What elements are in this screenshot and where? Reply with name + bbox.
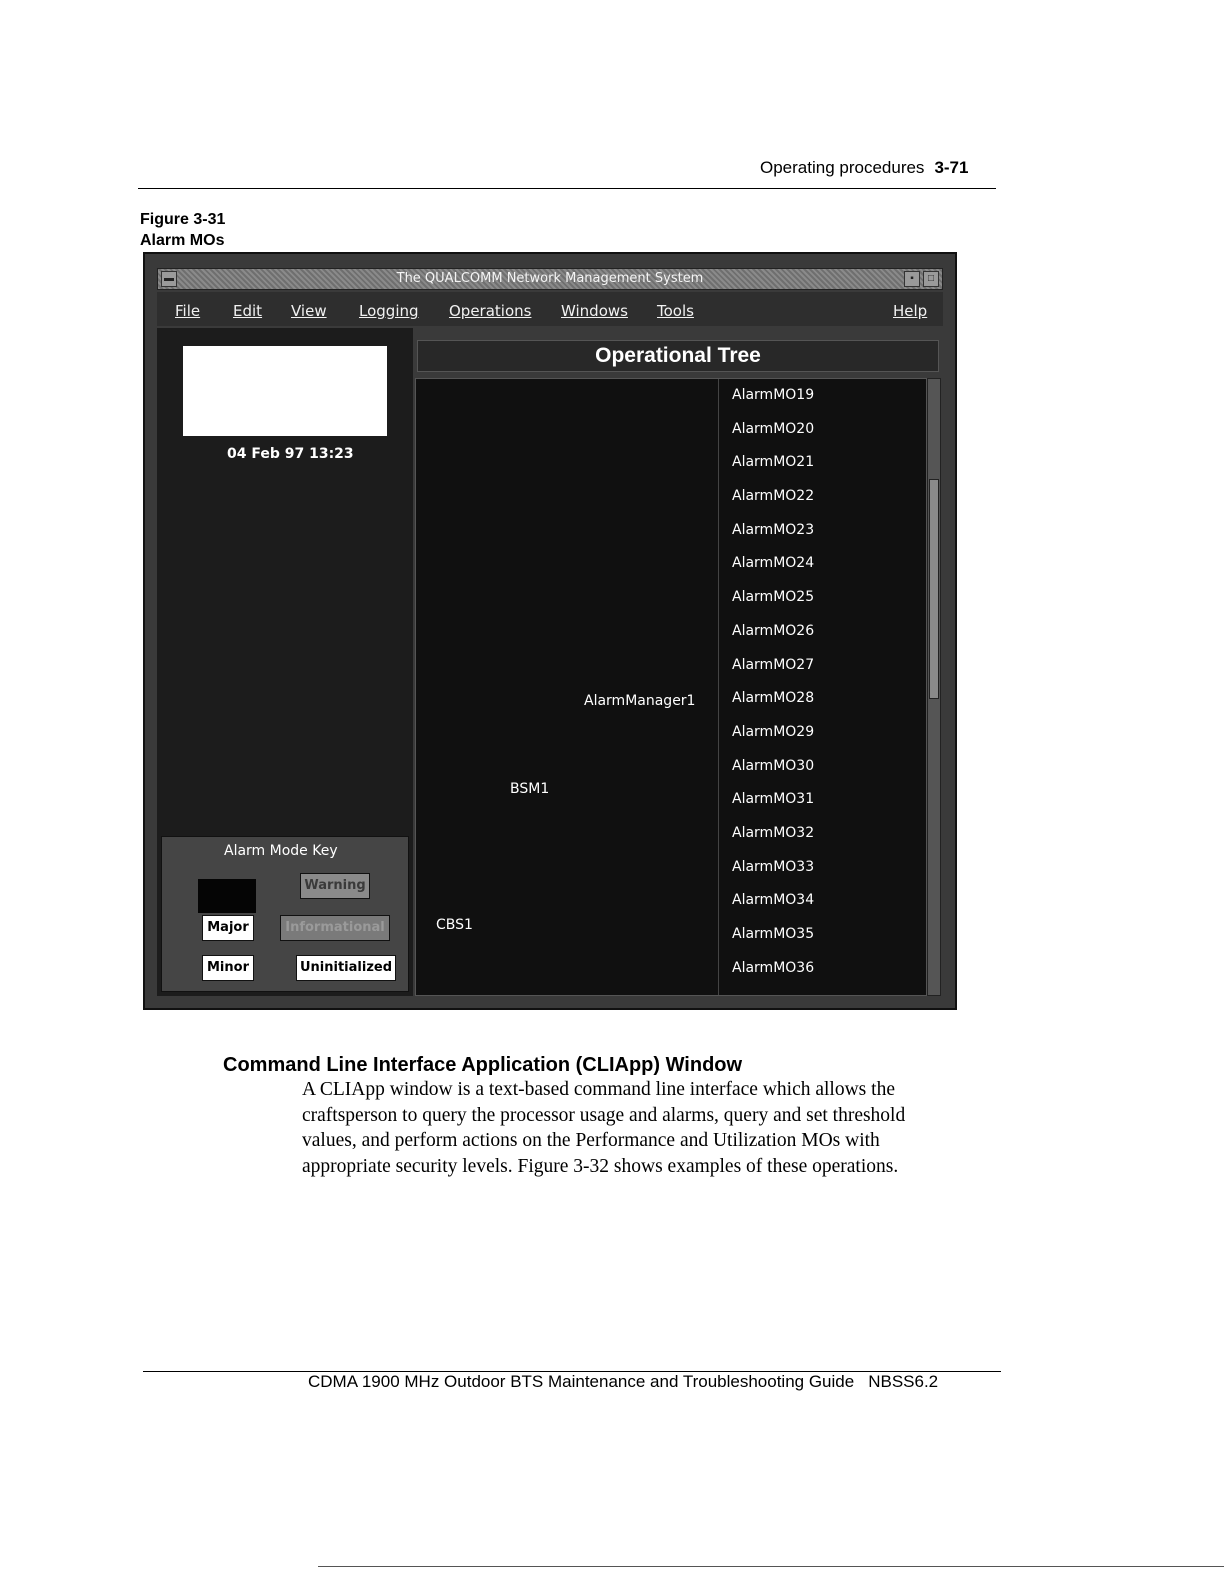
header-rule (138, 188, 996, 189)
alarm-mo-item[interactable]: AlarmMO24 (732, 555, 815, 572)
section-heading: Command Line Interface Application (CLIApp) Window (223, 1054, 743, 1076)
footer-version: NBSS6.2 (868, 1372, 939, 1391)
timestamp: 04 Feb 97 13:23 (227, 446, 354, 462)
tree-node-cbs[interactable]: CBS1 (436, 917, 473, 933)
minimize-icon[interactable]: ▪ (904, 271, 920, 287)
window-menu-icon[interactable]: ▬ (161, 271, 177, 287)
alarm-mo-item[interactable]: AlarmMO19 (732, 387, 815, 403)
minor-key: Minor (202, 955, 254, 981)
scroll-thumb[interactable] (929, 479, 939, 699)
alarm-mo-item[interactable]: AlarmMO21 (732, 454, 815, 471)
tree-header (417, 340, 939, 372)
menu-file[interactable]: File (175, 302, 201, 320)
operational-tree (415, 378, 927, 996)
alarm-mo-item[interactable]: AlarmMO33 (732, 858, 815, 875)
alarm-mo-item[interactable]: AlarmMO36 (732, 959, 815, 976)
alarm-mo-item[interactable]: AlarmMO34 (732, 892, 815, 909)
tree-scrollbar[interactable] (927, 378, 941, 996)
alarm-mo-item[interactable]: AlarmMO30 (732, 757, 815, 774)
tree-title: Operational Tree (595, 344, 761, 367)
status-panel (157, 328, 413, 996)
footer-title: CDMA 1900 MHz Outdoor BTS Maintenance and Troubleshooting Guide (308, 1372, 855, 1391)
page-bottom-rule (318, 1566, 1224, 1567)
alarm-mo-item[interactable]: AlarmMO22 (732, 488, 815, 505)
warning-key: Warning (300, 873, 370, 899)
window-titlebar[interactable] (157, 268, 943, 290)
menu-help[interactable]: Help (893, 302, 928, 320)
critical-swatch (198, 879, 256, 913)
major-key: Major (202, 915, 254, 941)
window-title: The QUALCOMM Network Management System (396, 271, 704, 286)
menu-windows[interactable]: Windows (561, 302, 628, 320)
uninitialized-key: Uninitialized (296, 955, 396, 981)
menu-tools[interactable]: Tools (657, 302, 694, 320)
maximize-icon[interactable]: □ (923, 271, 939, 287)
footer (308, 1372, 938, 1392)
alarm-mo-item[interactable]: AlarmMO31 (732, 791, 815, 808)
alarm-mo-item[interactable]: AlarmMO35 (732, 926, 815, 942)
alarm-mo-item[interactable]: AlarmMO28 (732, 690, 815, 707)
tree-node-bsm[interactable]: BSM1 (510, 781, 550, 797)
body-line: values, and perform actions on the Performance and Utilization MOs with (302, 1130, 880, 1151)
figure-number: Figure 3-31 (140, 211, 226, 228)
alarm-mo-item[interactable]: AlarmMO25 (732, 589, 815, 606)
alarm-mo-item[interactable]: AlarmMO26 (732, 622, 815, 639)
menu-logging[interactable]: Logging (359, 302, 419, 320)
alarm-mo-item[interactable]: AlarmMO20 (732, 420, 815, 437)
menu-edit[interactable]: Edit (233, 302, 263, 320)
menu-view[interactable]: View (291, 302, 327, 320)
status-display (183, 346, 387, 436)
body-paragraph (302, 1077, 1002, 1179)
alarm-mo-item[interactable]: AlarmMO32 (732, 824, 815, 841)
menubar (157, 292, 943, 326)
section-title: Operating procedures (760, 158, 925, 177)
page-number: 3-71 (934, 158, 969, 177)
menu-operations[interactable]: Operations (449, 302, 532, 320)
body-line: A CLIApp window is a text-based command line interface which allows the (302, 1079, 895, 1100)
alarm-mo-list (732, 387, 814, 993)
alarm-key-title: Alarm Mode Key (224, 843, 338, 859)
alarm-mo-item[interactable]: AlarmMO23 (732, 521, 815, 538)
alarm-mode-key (161, 836, 409, 992)
alarm-mo-item[interactable]: AlarmMO29 (732, 723, 815, 740)
tree-node-alarm-manager[interactable]: AlarmManager1 (584, 693, 696, 709)
body-line: appropriate security levels. Figure 3-32 shows examples of these operations. (302, 1155, 899, 1177)
informational-key: Informational (280, 915, 390, 941)
figure-title: Alarm MOs (140, 232, 225, 249)
running-head (760, 158, 968, 178)
nms-window (143, 252, 957, 1010)
tree-column-divider (718, 379, 719, 995)
alarm-mo-item[interactable]: AlarmMO27 (732, 656, 815, 673)
body-line: craftsperson to query the processor usage and alarms, query and set threshold (302, 1104, 906, 1126)
